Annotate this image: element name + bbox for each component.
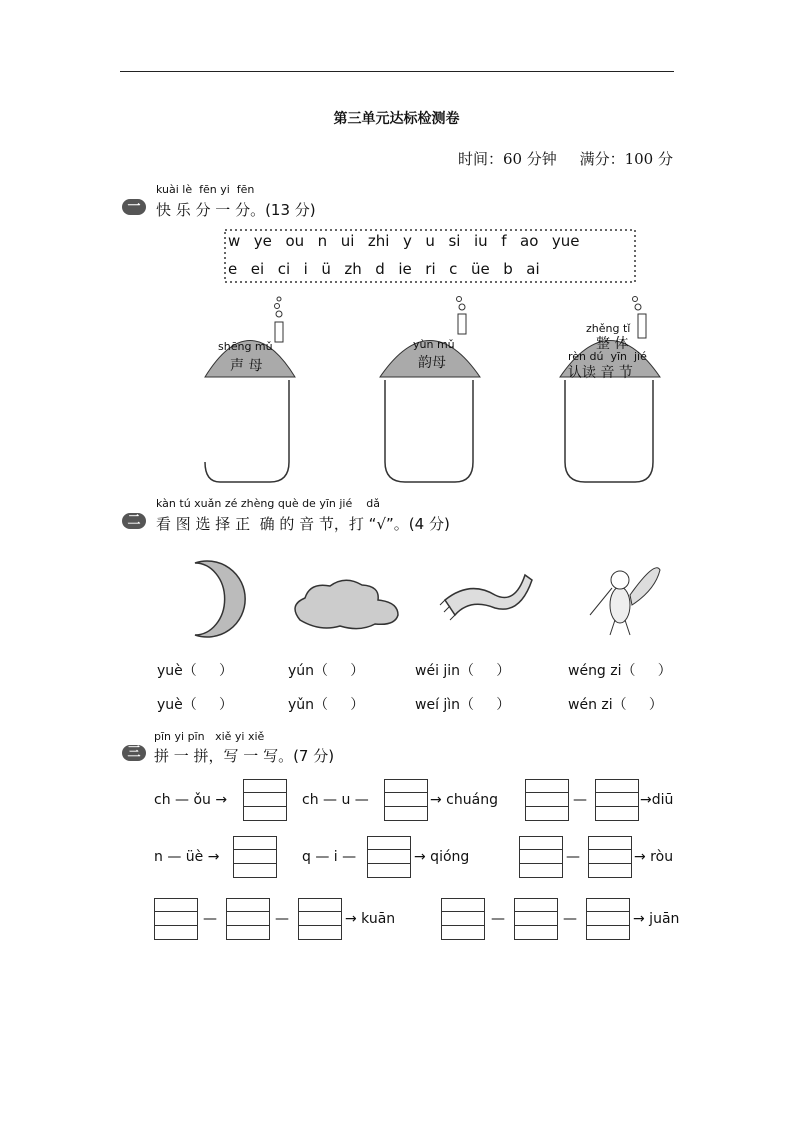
house1-label: 声 母 [230, 358, 263, 374]
section1-pinyin: kuài lè fēn yi fēn [156, 183, 255, 196]
house3-label2: 认读 音 节 [568, 365, 633, 381]
house-yunmu [380, 297, 480, 483]
top-rule [120, 71, 674, 72]
section2-pinyin: kàn tú xuǎn zé zhèng què de yīn jié dǎ [156, 497, 380, 510]
r2-e: → ròu [634, 849, 674, 865]
r1-a: ch — ǒu → [154, 792, 228, 808]
answer-box[interactable] [525, 779, 569, 821]
opt1-a: yuè（ ） [157, 663, 234, 679]
opt3-a: wéi jin（ ） [415, 663, 511, 679]
r1-b: ch — u — [302, 792, 369, 808]
r3-b: — [275, 911, 289, 927]
answer-box[interactable] [298, 898, 342, 940]
answer-box[interactable] [154, 898, 198, 940]
section3-question: 拼 一 拼，写 一 写。(7 分) [154, 747, 335, 765]
r2-b: q — i — [302, 849, 357, 865]
r2-a: n — üè → [154, 849, 220, 865]
section-badge-2: 二 [122, 513, 146, 529]
cloud-picture [295, 580, 398, 628]
scarf-picture [440, 575, 532, 620]
answer-box[interactable] [243, 779, 287, 821]
house3-pinyin1: zhěng tǐ [586, 322, 631, 335]
r3-c: → kuān [345, 911, 396, 927]
page-title: 第三单元达标检测卷 [333, 111, 460, 127]
answer-box[interactable] [384, 779, 428, 821]
r1-d: — [573, 792, 587, 808]
house-shengmu [205, 297, 295, 482]
exam-meta [440, 148, 673, 169]
full-score: 满分：100 分 [579, 150, 673, 168]
house1-pinyin: shēng mǔ [218, 340, 273, 353]
section-badge-1: 一 [122, 199, 146, 215]
house3-pinyin2: rèn dú yīn jié [568, 350, 647, 363]
house3-label1: 整 体 [596, 336, 629, 352]
house2-label: 韵母 [418, 355, 446, 371]
house2-pinyin: yùn mǔ [413, 338, 455, 351]
pinyin-row-1: w ye ou n ui zhi y u si iu f ao yue [228, 232, 580, 250]
r1-e: →diū [640, 792, 674, 808]
opt2-b: yǔn（ ） [288, 697, 365, 713]
answer-box[interactable] [586, 898, 630, 940]
answer-box[interactable] [514, 898, 558, 940]
mosquito-picture [590, 568, 660, 635]
opt4-b: wén zi（ ） [568, 697, 663, 713]
opt4-a: wéng zi（ ） [568, 663, 672, 679]
section1-question: 快 乐 分 一 分。(13 分) [156, 201, 316, 219]
answer-box[interactable] [588, 836, 632, 878]
time-limit: 时间：60 分钟 [457, 150, 557, 168]
r2-d: — [566, 849, 580, 865]
opt1-b: yuè（ ） [157, 697, 234, 713]
r3-a: — [203, 911, 217, 927]
answer-box[interactable] [519, 836, 563, 878]
answer-box[interactable] [226, 898, 270, 940]
opt3-b: weí jìn（ ） [415, 697, 511, 713]
answer-box[interactable] [367, 836, 411, 878]
r2-c: → qióng [414, 849, 470, 865]
opt2-a: yún（ ） [288, 663, 365, 679]
section-badge-3: 三 [122, 745, 146, 761]
answer-box[interactable] [233, 836, 277, 878]
section2-question: 看 图 选 择 正 确 的 音 节，打 “√”。(4 分) [156, 515, 450, 533]
section3-pinyin: pīn yi pīn xiě yi xiě [154, 730, 265, 743]
r3-d: — [491, 911, 505, 927]
pinyin-row-2: e ei ci i ü zh d ie ri c üe b ai [228, 260, 540, 278]
answer-box[interactable] [441, 898, 485, 940]
r3-f: → juān [633, 911, 680, 927]
moon-picture [195, 561, 245, 637]
answer-box[interactable] [595, 779, 639, 821]
r1-c: → chuáng [430, 792, 498, 808]
section2-pictures [170, 560, 680, 640]
r3-e: — [563, 911, 577, 927]
